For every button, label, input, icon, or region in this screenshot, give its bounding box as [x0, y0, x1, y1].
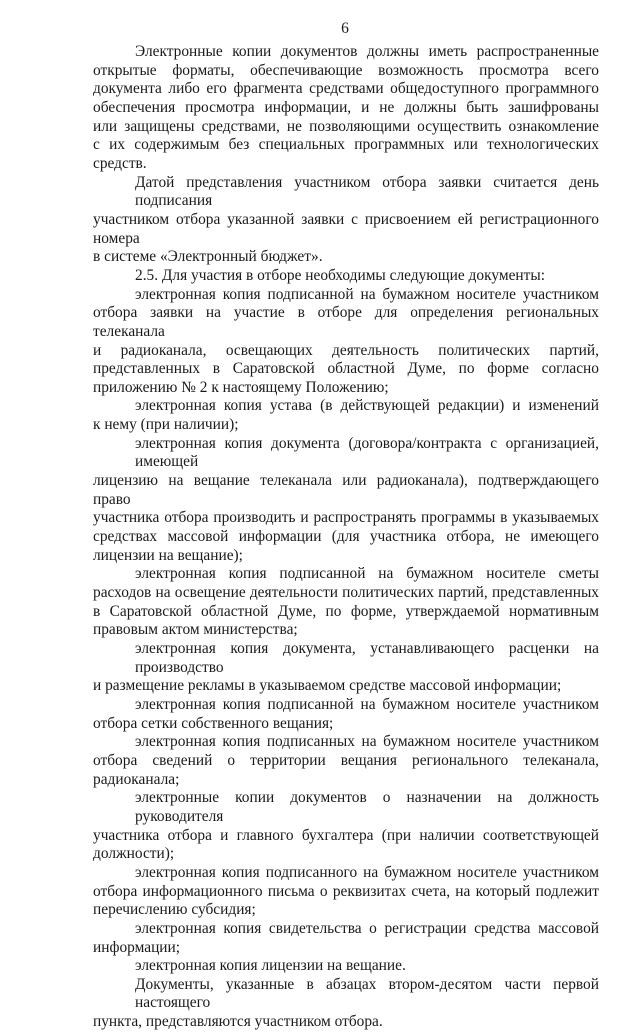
text-line: отбора информационного письма о реквизитах счета, на который подлежит: [93, 882, 599, 900]
text-line: участника отбора производить и распространять программы в указываемых: [93, 509, 599, 527]
paragraph: [93, 789, 599, 864]
text-line: участника отбора и главного бухгалтера (при наличии соответствующей: [93, 826, 599, 844]
text-line: радиоканала;: [93, 770, 180, 788]
text-line: к нему (при наличии);: [93, 416, 239, 434]
text-line: и радиоканала, освещающих деятельность политических партий,: [93, 341, 599, 359]
text-line: электронная копия документа (договора/контракта с организацией, имеющей: [135, 434, 599, 471]
text-line: обеспечения просмотра информации, и не должны быть зашифрованы: [93, 98, 599, 116]
text-line: электронная копия свидетельства о регистрации средства массовой: [135, 919, 599, 937]
text-line: электронная копия подписанного на бумажном носителе участником: [135, 863, 599, 881]
paragraph: [93, 43, 599, 174]
text-line: приложению № 2 к настоящему Положению;: [93, 378, 389, 396]
paragraph: [93, 976, 599, 1032]
paragraph: [93, 864, 599, 920]
text-line: электронная копия устава (в действующей редакции) и изменений: [135, 397, 599, 415]
text-line: открытые форматы, обеспечивающие возможность просмотра всего: [93, 61, 599, 79]
text-line: электронная копия подписанной на бумажном носителе сметы: [135, 565, 599, 583]
paragraph: [93, 696, 599, 733]
text-line: представленных в Саратовской областной Думе, по форме согласно: [93, 360, 599, 378]
text-line: или защищены средствами, не позволяющими осуществить ознакомление: [93, 117, 599, 135]
text-line: документа либо его фрагмента средствами общедоступного программного: [93, 80, 599, 98]
paragraph: [93, 397, 599, 434]
text-line: информации;: [93, 938, 181, 956]
text-line: правовым актом министерства;: [93, 621, 298, 639]
text-line: электронная копия документа, устанавливающего расценки на производство: [135, 640, 599, 676]
text-line: и размещение рекламы в указываемом средстве массовой информации;: [93, 677, 562, 695]
text-line: электронная копия лицензии на вещание.: [135, 957, 406, 975]
paragraph: [93, 565, 599, 640]
text-line: лицензию на вещание телеканала или радиоканала), подтверждающего право: [93, 472, 599, 508]
text-line: лицензии на вещание);: [93, 546, 243, 564]
paragraph: [93, 733, 599, 789]
text-line: с их содержимым без специальных программных или технологических средств.: [93, 136, 599, 172]
text-line: электронные копии документов о назначении на должность руководителя: [135, 789, 599, 825]
text-line: 2.5. Для участия в отборе необходимы следующие документы:: [135, 266, 545, 284]
text-line: в системе «Электронный бюджет».: [93, 248, 323, 266]
text-line: электронная копия подписанных на бумажном носителе участником: [135, 733, 599, 751]
text-line: расходов на освещение деятельности политических партий, представленных: [93, 584, 599, 602]
text-line: Документы, указанные в абзацах втором-десятом части первой настоящего: [135, 975, 599, 1012]
paragraph: [93, 174, 599, 267]
page-number: 6: [341, 20, 349, 37]
text-line: перечислению субсидия;: [93, 901, 256, 919]
text-line: отбора заявки на участие в отборе для определения региональных телеканала: [93, 304, 599, 340]
text-line: электронная копия подписанной на бумажном носителе участником: [135, 285, 599, 303]
text-line: отбора сетки собственного вещания;: [93, 714, 334, 732]
paragraph: [93, 267, 599, 286]
text-line: должности);: [93, 845, 175, 863]
paragraph: [93, 957, 599, 976]
text-line: Электронные копии документов должны иметь распространенные: [135, 43, 599, 60]
text-line: Датой представления участником отбора заявки считается день подписания: [135, 173, 599, 210]
text-line: отбора сведений о территории вещания регионального телеканала,: [93, 751, 599, 769]
text-line: средствах массовой информации (для участника отбора, не имеющего: [93, 528, 599, 546]
text-line: пункта, представляются участником отбора.: [93, 1013, 383, 1031]
paragraph: [93, 435, 599, 566]
document-body: [93, 43, 599, 1032]
paragraph: [93, 286, 599, 398]
paragraph: [93, 640, 599, 696]
text-line: участником отбора указанной заявки с присвоением ей регистрационного номера: [93, 210, 599, 247]
text-line: электронная копия подписанной на бумажном носителе участником: [135, 695, 599, 713]
text-line: в Саратовской областной Думе, по форме, утверждаемой нормативным: [93, 602, 599, 620]
paragraph: [93, 920, 599, 957]
